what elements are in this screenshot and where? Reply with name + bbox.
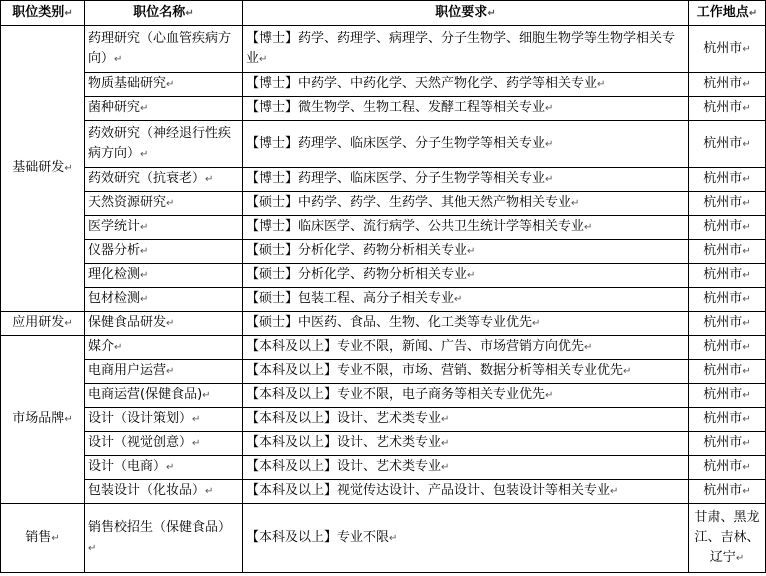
position-name-cell: 电商运营(保健食品)↵ (85, 384, 243, 408)
header-position-name: 职位名称↵ (85, 1, 243, 26)
location-cell: 杭州市↵ (689, 216, 766, 240)
requirement-cell: 【博士】中药学、中药化学、天然产物化学、药学等相关专业↵ (243, 73, 689, 97)
requirement-cell: 【本科及以上】专业不限↵ (243, 504, 689, 573)
table-row (1, 121, 766, 168)
position-name-cell: 包材检测↵ (85, 288, 243, 312)
position-name-cell: 设计（电商）↵ (85, 456, 243, 480)
location-cell: 杭州市↵ (689, 97, 766, 121)
location-cell: 杭州市↵ (689, 192, 766, 216)
category-cell: 基础研发↵ (1, 26, 85, 312)
position-name-cell: 设计（视觉创意）↵ (85, 432, 243, 456)
requirement-cell: 【本科及以上】设计、艺术类专业↵ (243, 408, 689, 432)
requirement-cell: 【博士】药理学、临床医学、分子生物学等相关专业↵ (243, 121, 689, 168)
table-row (1, 384, 766, 408)
location-cell: 甘肃、黑龙江、吉林、辽宁↵ (689, 504, 766, 573)
header-row (1, 1, 766, 26)
location-cell: 杭州市↵ (689, 360, 766, 384)
requirement-cell: 【硕士】中药学、药学、生药学、其他天然产物相关专业↵ (243, 192, 689, 216)
location-cell: 杭州市↵ (689, 456, 766, 480)
location-cell: 杭州市↵ (689, 408, 766, 432)
position-name-cell: 媒介↵ (85, 336, 243, 360)
requirement-cell: 【博士】临床医学、流行病学、公共卫生统计学等相关专业↵ (243, 216, 689, 240)
location-cell: 杭州市↵ (689, 480, 766, 504)
position-name-cell: 销售校招生（保健食品）↵ (85, 504, 243, 573)
table-row (1, 192, 766, 216)
location-cell: 杭州市↵ (689, 288, 766, 312)
requirement-cell: 【本科及以上】设计、艺术类专业↵ (243, 432, 689, 456)
requirement-cell: 【博士】药学、药理学、病理学、分子生物学、细胞生物学等生物学相关专业↵ (243, 26, 689, 73)
position-name-cell: 电商用户运营↵ (85, 360, 243, 384)
location-cell: 杭州市↵ (689, 336, 766, 360)
table-row (1, 216, 766, 240)
table-row (1, 240, 766, 264)
requirement-cell: 【硕士】分析化学、药物分析相关专业↵ (243, 264, 689, 288)
location-cell: 杭州市↵ (689, 121, 766, 168)
location-cell: 杭州市↵ (689, 432, 766, 456)
position-name-cell: 设计（设计策划）↵ (85, 408, 243, 432)
table-row (1, 480, 766, 504)
table-row (1, 456, 766, 480)
position-name-cell: 菌种研究↵ (85, 97, 243, 121)
header-location: 工作地点↵ (689, 1, 766, 26)
table-body (1, 26, 766, 573)
position-name-cell: 物质基础研究↵ (85, 73, 243, 97)
table-row (1, 360, 766, 384)
table-row (1, 264, 766, 288)
position-name-cell: 医学统计↵ (85, 216, 243, 240)
position-name-cell: 天然资源研究↵ (85, 192, 243, 216)
requirement-cell: 【硕士】包装工程、高分子相关专业↵ (243, 288, 689, 312)
requirement-cell: 【本科及以上】视觉传达设计、产品设计、包装设计等相关专业↵ (243, 480, 689, 504)
table-row (1, 336, 766, 360)
header-requirements: 职位要求↵ (243, 1, 689, 26)
requirement-cell: 【硕士】分析化学、药物分析相关专业↵ (243, 240, 689, 264)
position-name-cell: 药效研究（抗衰老）↵ (85, 168, 243, 192)
requirement-cell: 【本科及以上】专业不限，电子商务等相关专业优先↵ (243, 384, 689, 408)
table-row (1, 432, 766, 456)
location-cell: 杭州市↵ (689, 240, 766, 264)
position-name-cell: 包装设计（化妆品）↵ (85, 480, 243, 504)
table-row (1, 504, 766, 573)
requirement-cell: 【本科及以上】专业不限，新闻、广告、市场营销方向优先↵ (243, 336, 689, 360)
requirement-cell: 【本科及以上】专业不限，市场、营销、数据分析等相关专业优先↵ (243, 360, 689, 384)
table-row (1, 408, 766, 432)
table-row (1, 312, 766, 336)
location-cell: 杭州市↵ (689, 264, 766, 288)
location-cell: 杭州市↵ (689, 168, 766, 192)
location-cell: 杭州市↵ (689, 384, 766, 408)
table-row (1, 26, 766, 73)
category-cell: 市场品牌↵ (1, 336, 85, 504)
table-row (1, 73, 766, 97)
requirement-cell: 【硕士】中医药、食品、生物、化工类等专业优先↵ (243, 312, 689, 336)
category-cell: 销售↵ (1, 504, 85, 573)
position-name-cell: 理化检测↵ (85, 264, 243, 288)
table-row (1, 168, 766, 192)
table-row (1, 97, 766, 121)
requirement-cell: 【本科及以上】设计、艺术类专业↵ (243, 456, 689, 480)
table-row (1, 288, 766, 312)
position-name-cell: 仪器分析↵ (85, 240, 243, 264)
location-cell: 杭州市↵ (689, 26, 766, 73)
location-cell: 杭州市↵ (689, 73, 766, 97)
requirement-cell: 【博士】药理学、临床医学、分子生物学等相关专业↵ (243, 168, 689, 192)
location-cell: 杭州市↵ (689, 312, 766, 336)
requirement-cell: 【博士】微生物学、生物工程、发酵工程等相关专业↵ (243, 97, 689, 121)
position-name-cell: 药理研究（心血管疾病方向）↵ (85, 26, 243, 73)
position-name-cell: 药效研究（神经退行性疾病方向）↵ (85, 121, 243, 168)
position-name-cell: 保健食品研发↵ (85, 312, 243, 336)
category-cell: 应用研发↵ (1, 312, 85, 336)
header-category: 职位类别↵ (1, 1, 85, 26)
